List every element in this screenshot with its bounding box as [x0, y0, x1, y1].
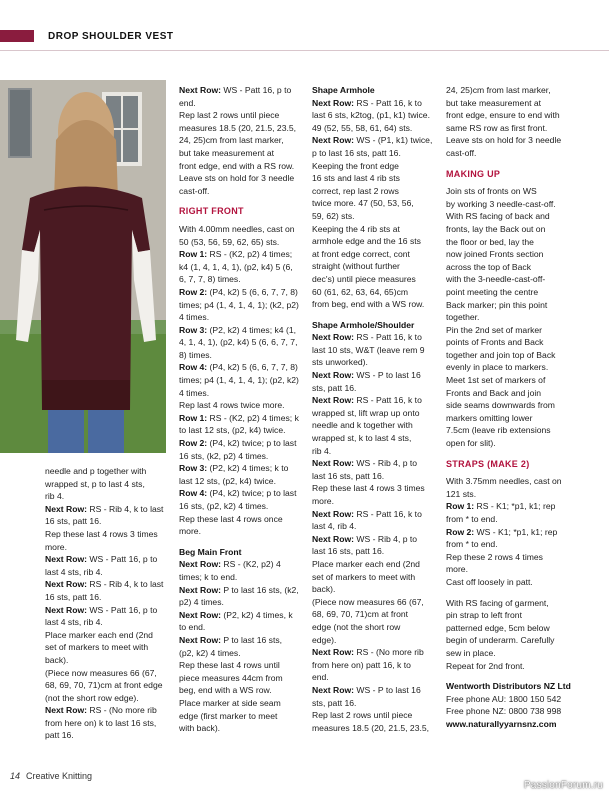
- instruction-line: [179, 84, 304, 97]
- instruction-line: wrapped st, k to last 4 sts,: [312, 433, 412, 444]
- instruction-line: 16 sts, (p2, k2) 4 times.: [179, 501, 269, 511]
- instruction-line: edge (first marker to meet: [179, 710, 278, 721]
- instruction-line: [179, 462, 304, 475]
- instruction-line: rib 4.: [45, 491, 65, 502]
- instruction-line: more.: [446, 564, 468, 575]
- row-text: (P4, k2) 5 (6, 6, 7, 7, 8): [207, 286, 298, 297]
- instruction-line: p2) 4 times.: [179, 597, 224, 608]
- website-link[interactable]: www.naturallyyarnsnz.com: [446, 718, 557, 729]
- phone-nz: Free phone NZ: 0800 738 998: [446, 706, 562, 717]
- instruction-line: Pin the 2nd set of marker: [446, 324, 543, 335]
- instruction-line: from * to end.: [446, 514, 498, 524]
- instruction-line: times; p4 (1, 4, 1, 4, 1); (p2, k2): [179, 375, 299, 386]
- row-label: Next Row:: [179, 634, 222, 645]
- instruction-line: 4 times.: [179, 387, 210, 398]
- instruction-line: 121 sts.: [446, 488, 477, 499]
- instruction-line: Rep these last 4 rows until: [179, 660, 280, 671]
- instruction-line: together.: [446, 312, 480, 323]
- instruction-line: Fronts and Back and join: [446, 387, 542, 398]
- column-4: [446, 84, 576, 731]
- instruction-line: patt 16.: [45, 730, 74, 741]
- instruction-line: Join sts of fronts on WS: [446, 186, 537, 197]
- instruction-line: [179, 634, 304, 647]
- row-text: P to last 16 sts,: [221, 634, 283, 645]
- instruction-line: [179, 412, 304, 425]
- instruction-line: 16 sts and last 4 rib sts: [312, 173, 400, 184]
- row-label: Row 3:: [179, 324, 208, 335]
- phone-au: Free phone AU: 1800 150 542: [446, 693, 562, 704]
- instruction-line: from * to end.: [446, 539, 498, 550]
- row-label: Next Row:: [312, 458, 355, 469]
- instruction-line: [179, 361, 304, 374]
- instruction-line: but take measurement at: [446, 97, 542, 108]
- instruction-line: last 6 sts, k2tog, (p1, k1) twice.: [312, 110, 430, 121]
- instruction-line: [312, 134, 436, 147]
- instruction-line: 50 (53, 56, 59, 62, 65) sts.: [179, 236, 280, 247]
- row-label: Next Row:: [312, 395, 355, 406]
- page-number: 14: [10, 771, 21, 781]
- row-label: Row 4:: [179, 488, 208, 499]
- vest-photo-illustration: [0, 80, 166, 453]
- row-text: RS - (K2, p2) 4: [221, 559, 281, 570]
- instruction-line: wrapped st, p to last 4 sts,: [45, 478, 145, 489]
- instruction-line: 16 sts, (k2, p2) 4 times.: [179, 450, 269, 461]
- instruction-line: 68, 69, 70, 71)cm at front edge: [45, 680, 163, 691]
- page-footer: [10, 771, 92, 781]
- instruction-line: [312, 97, 436, 110]
- instruction-line: [446, 526, 576, 539]
- instruction-line: Rep these last 4 rows 3 times: [45, 528, 158, 539]
- row-text: RS - (K2, p2) 4 times;: [207, 249, 293, 260]
- row-label: Next Row:: [312, 684, 355, 695]
- instruction-line: straight (without further: [312, 261, 400, 272]
- instruction-line: but take measurement at: [179, 147, 275, 158]
- instruction-line: [312, 394, 436, 407]
- instruction-line: Place marker each end (2nd: [312, 558, 420, 569]
- instruction-line: with back).: [179, 723, 221, 734]
- straps-heading: STRAPS (MAKE 2): [446, 458, 530, 469]
- watermark: PassionForum.ru: [523, 780, 603, 791]
- instruction-line: [312, 369, 436, 382]
- instruction-line: [45, 578, 170, 591]
- row-text: RS - Patt 16, k to: [354, 97, 422, 108]
- row-text: P to last 16 sts, (k2,: [221, 584, 299, 595]
- instruction-line: Rep last 4 rows twice more.: [179, 400, 285, 411]
- instruction-line: 6, 7, 7, 8) times.: [179, 274, 241, 285]
- instruction-line: end.: [312, 672, 329, 683]
- instruction-line: [179, 584, 304, 597]
- row-label: Next Row:: [312, 533, 355, 544]
- instruction-line: front edge, ensure to end with: [446, 110, 560, 121]
- instruction-line: [312, 331, 436, 344]
- instruction-line: Place marker at side seam: [179, 697, 281, 708]
- instruction-line: 7.5cm (leave rib extensions: [446, 425, 551, 436]
- instruction-line: Leave sts on hold for 3 needle: [179, 173, 295, 184]
- instruction-line: across the top of Back: [446, 261, 532, 272]
- instruction-line: times; k to end.: [179, 571, 238, 582]
- row-label: Next Row:: [179, 85, 222, 95]
- instruction-line: (Piece now measures 66 (67,: [45, 667, 157, 678]
- instruction-line: 4 times.: [179, 312, 210, 323]
- right-front-heading: RIGHT FRONT: [179, 206, 244, 217]
- instruction-line: armhole edge and the 16 sts: [312, 236, 421, 247]
- vest-photo: [0, 80, 166, 453]
- straps-attach-instructions: [446, 597, 576, 673]
- row-text: WS - Patt 16, p to: [87, 554, 158, 565]
- beg-main-front-heading: Beg Main Front: [179, 546, 242, 557]
- instruction-line: more.: [179, 526, 201, 537]
- instruction-line: [446, 500, 576, 513]
- instruction-line: patterned edge, 5cm below: [446, 622, 550, 633]
- row-label: Row 1:: [179, 412, 208, 423]
- row-text: (P2, k2) 4 times; k to: [207, 463, 289, 474]
- instruction-line: Rep these 2 rows 4 times: [446, 551, 543, 562]
- instruction-line: Rep last 2 rows until piece: [312, 710, 413, 721]
- instruction-line: 24, 25)cm from last marker,: [179, 135, 284, 146]
- shape-armhole-instructions: [312, 97, 436, 311]
- instruction-line: edge (not the short row: [312, 621, 401, 632]
- instruction-line: Keeping the 4 rib sts at: [312, 223, 400, 234]
- row-label: Next Row:: [312, 370, 355, 381]
- row-text: WS - P to last 16: [354, 684, 421, 695]
- row-label: Next Row:: [312, 135, 355, 146]
- straps-instructions: [446, 475, 576, 588]
- row-text: (P2, k2) 4 times, k: [221, 609, 293, 620]
- instruction-line: [312, 646, 436, 659]
- instruction-line: set of markers to meet with: [312, 571, 416, 582]
- column-3: [312, 84, 436, 734]
- instruction-line: needle and p together with: [45, 466, 147, 476]
- instruction-line: front edge, end with a RS row.: [179, 160, 295, 171]
- instruction-line: [312, 684, 436, 697]
- instruction-line: times; p4 (1, 4, 1, 4, 1); (k2, p2): [179, 299, 299, 310]
- column-2: [179, 84, 304, 735]
- instruction-line: With RS facing of back and: [446, 211, 550, 222]
- instruction-line: pin strap to left front: [446, 610, 522, 621]
- instruction-line: (Piece now measures 66 (67,: [312, 596, 424, 607]
- row-label: Row 4:: [179, 362, 208, 373]
- row-text: WS - Patt 16, p to: [87, 604, 158, 615]
- row-label: Row 1:: [179, 249, 208, 260]
- column-1: [45, 465, 170, 742]
- instruction-line: back).: [312, 584, 336, 595]
- instruction-line: fronts, lay the Back out on: [446, 223, 546, 234]
- row-label: Next Row:: [45, 503, 88, 514]
- instruction-line: [179, 248, 304, 261]
- instruction-line: needle and k together with: [312, 420, 413, 431]
- instruction-line: 59, 62) sts.: [312, 210, 355, 221]
- right-front-instructions: [179, 223, 304, 538]
- magazine-name: Creative Knitting: [26, 771, 93, 781]
- row-text: RS - (No more rib: [87, 705, 157, 716]
- instruction-line: back).: [45, 654, 69, 665]
- instruction-line: set of markers to meet with: [45, 642, 149, 653]
- instruction-line: last 16 sts, patt 16.: [312, 470, 385, 481]
- row-label: Row 1:: [446, 501, 475, 512]
- instruction-line: (p2, k2) 4 times.: [179, 647, 241, 658]
- row-label: Next Row:: [312, 97, 355, 108]
- col2-intro: [179, 84, 304, 197]
- col4-intro: [446, 84, 576, 160]
- instruction-line: Rep these last 4 rows once: [179, 513, 283, 524]
- instruction-line: [179, 609, 304, 622]
- instruction-line: edge).: [312, 634, 337, 645]
- making-up-instructions: [446, 185, 576, 449]
- instruction-line: [179, 558, 304, 571]
- instruction-line: [312, 508, 436, 521]
- instruction-line: the floor or bed, lay the: [446, 236, 534, 247]
- instruction-line: [179, 487, 304, 500]
- row-text: RS - Patt 16, k to: [354, 508, 422, 519]
- instruction-line: With 4.00mm needles, cast on: [179, 223, 295, 234]
- instruction-line: p to last 16 sts, patt 16.: [312, 147, 401, 158]
- instruction-line: cast-off.: [446, 147, 477, 158]
- row-label: Next Row:: [45, 554, 88, 565]
- row-label: Next Row:: [45, 705, 88, 716]
- instruction-line: Rep last 2 rows until piece: [179, 110, 280, 121]
- header-accent-bar: [0, 30, 34, 42]
- instruction-line: [312, 533, 436, 546]
- instruction-line: beg, end with a WS row.: [179, 685, 272, 696]
- instruction-line: together and join top of Back: [446, 349, 556, 360]
- row-text: RS - Patt 16, k to: [354, 395, 422, 406]
- instruction-line: to last 12 sts, (p2, k4) twice.: [179, 425, 286, 436]
- instruction-line: With RS facing of garment,: [446, 597, 549, 608]
- row-text: (P4, k2) twice; p to last: [207, 438, 297, 449]
- instruction-line: from beg, end with a WS row.: [312, 299, 425, 310]
- instruction-line: 68, 69, 70, 71)cm at front: [312, 609, 409, 620]
- instruction-line: side seams downwards from: [446, 400, 555, 411]
- instruction-line: point meeting the centre: [446, 286, 539, 297]
- row-label: Next Row:: [45, 604, 88, 615]
- instruction-line: [179, 324, 304, 337]
- instruction-line: Rep these last 4 rows 3 times: [312, 483, 425, 494]
- instruction-line: 4, 1, 4, 1), (p2, k4) 5 (6, 6, 7, 7,: [179, 337, 298, 348]
- instruction-line: by working 3 needle-cast-off.: [446, 198, 556, 209]
- row-text: RS - (K2, p2) 4 times; k: [207, 412, 299, 423]
- instruction-line: 24, 25)cm from last marker,: [446, 85, 551, 95]
- instruction-line: markers omitting lower: [446, 412, 533, 423]
- instruction-line: last 10 sts, W&T (leave rem 9: [312, 344, 425, 355]
- instruction-line: twice more. 47 (50, 53, 56,: [312, 198, 414, 209]
- instruction-line: 49 (52, 55, 58, 61, 64) sts.: [312, 122, 413, 133]
- instruction-line: 8) times.: [179, 349, 212, 360]
- instruction-line: 16 sts, patt 16.: [45, 591, 102, 602]
- instruction-line: measures 18.5 (20, 21.5, 23.5,: [312, 722, 430, 733]
- instruction-line: last 12 sts, (p2, k4) twice.: [179, 475, 276, 486]
- shape-armhole-heading: Shape Armhole: [312, 85, 375, 95]
- instruction-line: from here on) patt 16, k to: [312, 659, 411, 670]
- row-text: WS - K1; *p1, k1; rep: [474, 526, 558, 537]
- distributor-name: Wentworth Distributors NZ Ltd: [446, 681, 571, 692]
- instruction-line: [45, 604, 170, 617]
- instruction-line: now joined Fronts section: [446, 249, 544, 260]
- instruction-line: sts, patt 16.: [312, 697, 357, 708]
- instruction-line: open for slit).: [446, 438, 496, 449]
- row-text: (P4, k2) twice; p to last: [207, 488, 297, 499]
- row-text: RS - Patt 16, k to: [354, 332, 422, 343]
- instruction-line: cast-off.: [179, 185, 210, 196]
- instruction-line: wrapped st, lift wrap up onto: [312, 407, 420, 418]
- instruction-line: same RS row as first front.: [446, 122, 548, 133]
- instruction-line: rib 4.: [312, 445, 332, 456]
- row-text: RS - (No more rib: [354, 647, 424, 658]
- row-text: (P4, k2) 5 (6, 6, 7, 7, 8): [207, 362, 298, 373]
- instruction-line: piece measures 44cm from: [179, 672, 283, 683]
- row-label: Row 2:: [179, 438, 208, 449]
- instruction-line: dec's) until piece measures: [312, 273, 416, 284]
- row-text: RS - Rib 4, k to last: [87, 579, 164, 590]
- instruction-line: last 4 sts, rib 4.: [45, 566, 103, 577]
- row-text: WS - (P1, k1) twice,: [354, 135, 433, 146]
- instruction-line: more.: [312, 496, 334, 506]
- row-text: RS - Rib 4, k to last: [87, 503, 164, 514]
- instruction-line: with the 3-needle-cast-off-: [446, 274, 546, 285]
- instruction-line: Leave sts on hold for 3 needle: [446, 135, 562, 146]
- row-label: Row 2:: [446, 526, 475, 537]
- page-title: DROP SHOULDER VEST: [48, 31, 174, 42]
- row-text: WS - Rib 4, p to: [354, 458, 418, 469]
- instruction-line: sew in place.: [446, 647, 496, 658]
- shape-shoulder-heading: Shape Armhole/Shoulder: [312, 319, 415, 330]
- row-label: Next Row:: [312, 508, 355, 519]
- instruction-line: last 4, rib 4.: [312, 521, 357, 532]
- instruction-line: [179, 437, 304, 450]
- row-label: Next Row:: [45, 579, 88, 590]
- instruction-line: Back marker; pin this point: [446, 299, 548, 310]
- row-label: Next Row:: [179, 584, 222, 595]
- instruction-line: sts, patt 16.: [312, 382, 357, 393]
- instruction-line: sts unworked).: [312, 357, 368, 368]
- instruction-line: With 3.75mm needles, cast on: [446, 476, 562, 487]
- instruction-line: correct, rep last 2 rows: [312, 185, 399, 196]
- instruction-line: last 16 sts, patt 16.: [312, 546, 385, 557]
- instruction-line: [179, 286, 304, 299]
- row-text: RS - K1; *p1, k1; rep: [474, 501, 556, 512]
- instruction-line: Cast off loosely in patt.: [446, 576, 533, 587]
- instruction-line: from here on) k to last 16 sts,: [45, 717, 157, 728]
- row-label: Row 2:: [179, 286, 208, 297]
- row-label: Next Row:: [179, 609, 222, 620]
- row-label: Next Row:: [179, 559, 222, 570]
- shape-shoulder-instructions: [312, 331, 436, 734]
- instruction-line: Repeat for 2nd front.: [446, 660, 525, 671]
- instruction-line: measures 18.5 (20, 21.5, 23.5,: [179, 122, 297, 133]
- instruction-line: 16 sts, patt 16.: [45, 516, 102, 527]
- instruction-line: [45, 553, 170, 566]
- row-text: WS - Patt 16, p to: [221, 85, 292, 95]
- instruction-line: Keeping the front edge: [312, 160, 399, 171]
- instruction-line: points of Fronts and Back: [446, 337, 544, 348]
- row-label: Row 3:: [179, 463, 208, 474]
- instruction-line: at front edge correct, cont: [312, 248, 410, 259]
- instruction-line: k4 (1, 4, 1, 4, 1), (p2, k4) 5 (6,: [179, 261, 293, 272]
- instruction-line: begin of underarm. Carefully: [446, 635, 555, 646]
- instruction-line: [312, 457, 436, 470]
- instruction-line: last 4 sts, rib 4.: [45, 617, 103, 628]
- instruction-line: Place marker each end (2nd: [45, 629, 153, 640]
- instruction-line: [45, 704, 170, 717]
- instruction-line: evenly in place to markers.: [446, 362, 549, 373]
- row-label: Next Row:: [312, 332, 355, 343]
- instruction-line: end.: [179, 97, 196, 108]
- row-text: WS - Rib 4, p to: [354, 533, 418, 544]
- making-up-heading: MAKING UP: [446, 168, 501, 179]
- instruction-line: more.: [45, 541, 67, 552]
- instruction-line: 60 (61, 62, 63, 64, 65)cm: [312, 286, 409, 297]
- row-text: WS - P to last 16: [354, 370, 421, 381]
- row-text: (P2, k2) 4 times; k4 (1,: [207, 324, 297, 335]
- beg-main-front-instructions: [179, 558, 304, 734]
- header-divider: [0, 50, 609, 51]
- row-label: Next Row:: [312, 647, 355, 658]
- instruction-line: [45, 503, 170, 516]
- instruction-line: Meet 1st set of markers of: [446, 375, 546, 386]
- instruction-line: (not the short row edge).: [45, 692, 139, 703]
- instruction-line: to end.: [179, 622, 206, 633]
